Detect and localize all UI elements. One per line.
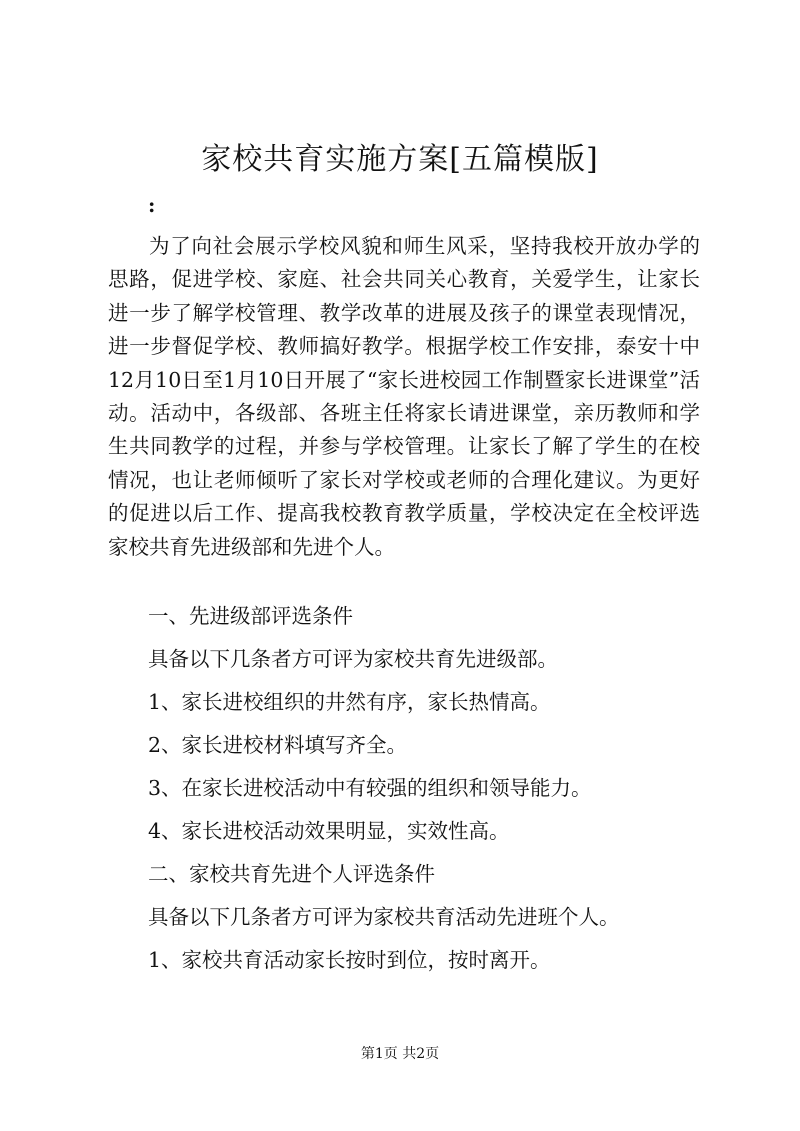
document-title: 家校共育实施方案[五篇模版] [201, 142, 599, 177]
intro-paragraph: 为了向社会展示学校风貌和师生风采，坚持我校开放办学的思路，促进学校、家庭、社会共同关心教育，关爱学生，让家长进一步了解学校管理、教学改革的进展及孩子的课堂表现情况，进一步督促学校、教师搞好教学。根据学校工作安排，泰安十中12月10日至1月10日开展了“家长进校园工作制暨家长进课堂”活动。活动中，各级部、各班主任将家长请进课堂，亲历教师和学生共同教学的过程，并参与学校管理。让家长了解了学生的在校情况，也让老师倾听了家长对学校或老师的合理化建议。为更好的促进以后工作、提高我校教育教学质量，学校决定在全校评选家校共育先进级部和先进个人。 [108, 234, 700, 559]
section1-item: 2、家长进校材料填写齐全。 [148, 733, 408, 757]
section2-item: 1、家校共育活动家长按时到位，按时离开。 [148, 948, 551, 972]
section1-item: 4、家长进校活动效果明显，实效性高。 [148, 819, 510, 843]
section2-lead: 具备以下几条者方可评为家校共育活动先进班个人。 [148, 905, 620, 929]
section1-heading: 一、先进级部评选条件 [148, 604, 353, 628]
subtitle-colon: : [148, 193, 156, 217]
section1-item: 1、家长进校组织的井然有序，家长热情高。 [148, 690, 551, 714]
section2-heading: 二、家校共育先进个人评选条件 [148, 862, 435, 886]
page-footer: 第1页 共2页 [360, 1046, 440, 1062]
section1-lead: 具备以下几条者方可评为家校共育先进级部。 [148, 647, 558, 671]
section1-item: 3、在家长进校活动中有较强的组织和领导能力。 [148, 776, 592, 800]
